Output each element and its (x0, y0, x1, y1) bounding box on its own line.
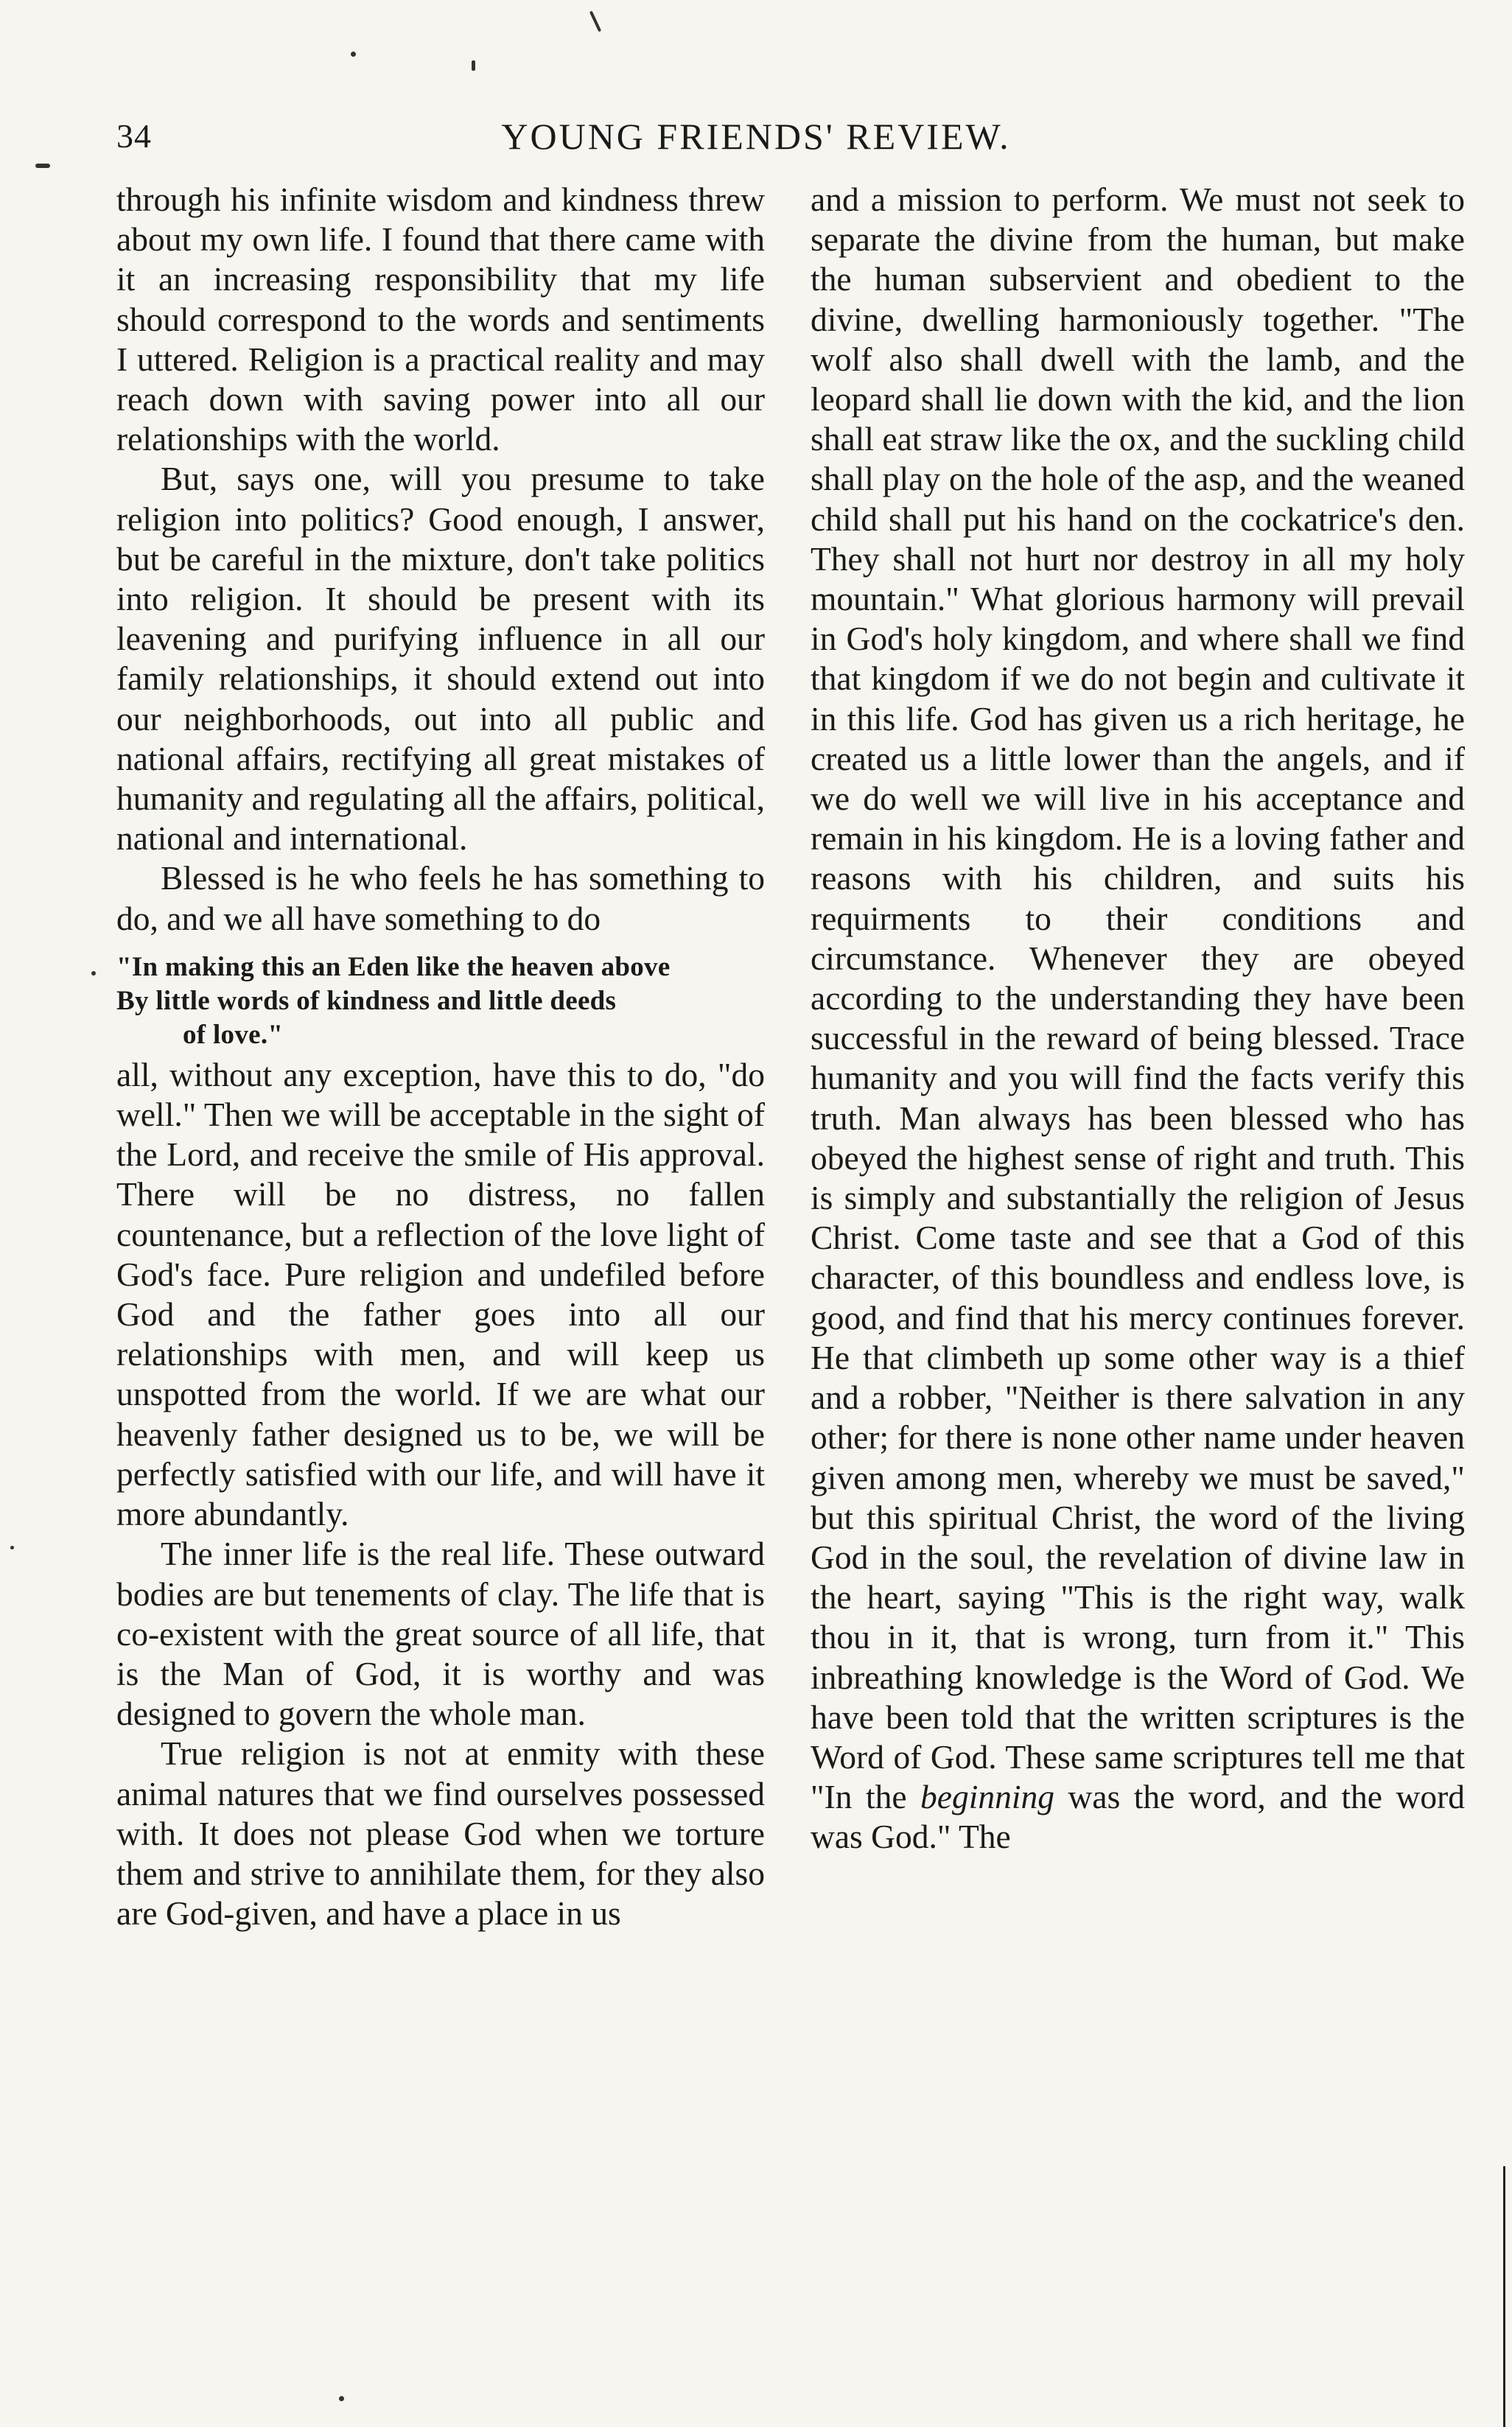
verse-line: "In making this an Eden like the heaven above (116, 951, 671, 982)
scan-speck (351, 52, 356, 57)
scan-speck (91, 971, 96, 976)
verse-line: of love." (183, 1019, 284, 1050)
paragraph: But, says one, will you presume to take religion into politics? Good enough, I answer, but be careful in the mixture, don't take politics into religion. It should be present with its leavening and purifying influence in all our family relationships, it should extend out into our neighborhoods, out into all public and national affairs, rectifying all great mistakes of humanity and regulating all the affairs, political, national and international. (116, 460, 765, 858)
paragraph-tail: was the word, and the word was God." The (811, 1778, 1465, 1856)
paragraph: The inner life is the real life. These outward bodies are but tenements of clay. The life that is co-existent with the great source of all life, that is the Man of God, it is worthy and was designed to govern the whole man. (116, 1535, 765, 1733)
paragraph: True religion is not at enmity with these animal natures that we find ourselves possessed with. It does not please God when we torture them and strive to annihilate them, for they also are God-given, and have a place in us (116, 1734, 765, 1933)
paragraph-text: and a mission to perform. We must not seek to separate the divine from the human, but make the human subservient and obedient to the divine, dwelling harmoniously together. "The wolf also shall dwell with the lamb, and the leopard shall lie down with the kid, and the lion shall eat straw like the ox, and the suckling child shall play on the hole of the asp, and the weaned child shall put his hand on the cockatrice's den. They shall not hurt nor destroy in all my holy mountain." What glorious harmony will prevail in God's holy kingdom, and where shall we find that kingdom if we do not begin and cultivate it in this life. God has given us a rich heritage, he created us a little lower than the angels, and if we do well we will live in his acceptance and remain in his kingdom. He is a loving father and reasons with his children, and suits his requirments to their conditions and circumstance. Whenever they are obeyed according to the understanding they have been successful in the reward of being blessed. Trace humanity and you will find the facts verify this truth. Man always has been blessed who has obeyed the highest sense of right and truth. This is simply and substantially the religion of Jesus Christ. Come taste and see that a God of this character, of this boundless and endless love, is good, and find that his mercy continues forever. He that climbeth up some other way is a thief and a robber, "Neither is there salvation in any other; for there is none other name under heaven given among men, whereby we must be saved," but this spiritual Christ, the word of the living God in the soul, the revelation of divine law in the heart, saying "This is the right way, walk thou in it, that is wrong, turn from it." This inbreathing knowledge is the Word of God. We have been told that the written scriptures is the Word of God. These same scriptures tell me that "In the (811, 181, 1465, 1816)
running-head: YOUNG FRIENDS' REVIEW. (501, 116, 1011, 157)
scan-speck (472, 60, 475, 71)
verse-line: By little words of kindness and little deeds (116, 985, 617, 1016)
page-number: 34 (116, 117, 152, 155)
scan-speck (589, 11, 601, 32)
italic-word: beginning (920, 1778, 1055, 1816)
paragraph: Blessed is he who feels he has something to do, and we all have something to do (116, 859, 765, 937)
verse-quote (116, 950, 765, 1052)
scan-speck (10, 1546, 14, 1549)
paragraph: all, without any exception, have this to do, "do well." Then we will be acceptable in the sight of the Lord, and receive the smile of His approval. There will be no distress, no fallen countenance, but a reflection of the love light of God's face. Pure religion and undefiled before God and the father goes into all our relationships with men, and will keep us unspotted from the world. If we are what our heavenly father designed us to be, we will be perfectly satisfied with our life, and will have it more abundantly. (116, 1055, 765, 1533)
left-column (116, 180, 765, 1933)
right-column (811, 180, 1465, 1857)
paragraph (811, 180, 1465, 1857)
scan-speck (339, 2396, 344, 2401)
page-edge-line (1503, 2166, 1505, 2427)
paragraph: through his infinite wisdom and kindness threw about my own life. I found that there came with it an increasing responsibility that my life should correspond to the words and sentiments I uttered. Religion is a practical reality and may reach down with saving power into all our relationships with the world. (116, 181, 765, 458)
scan-speck (35, 164, 50, 168)
